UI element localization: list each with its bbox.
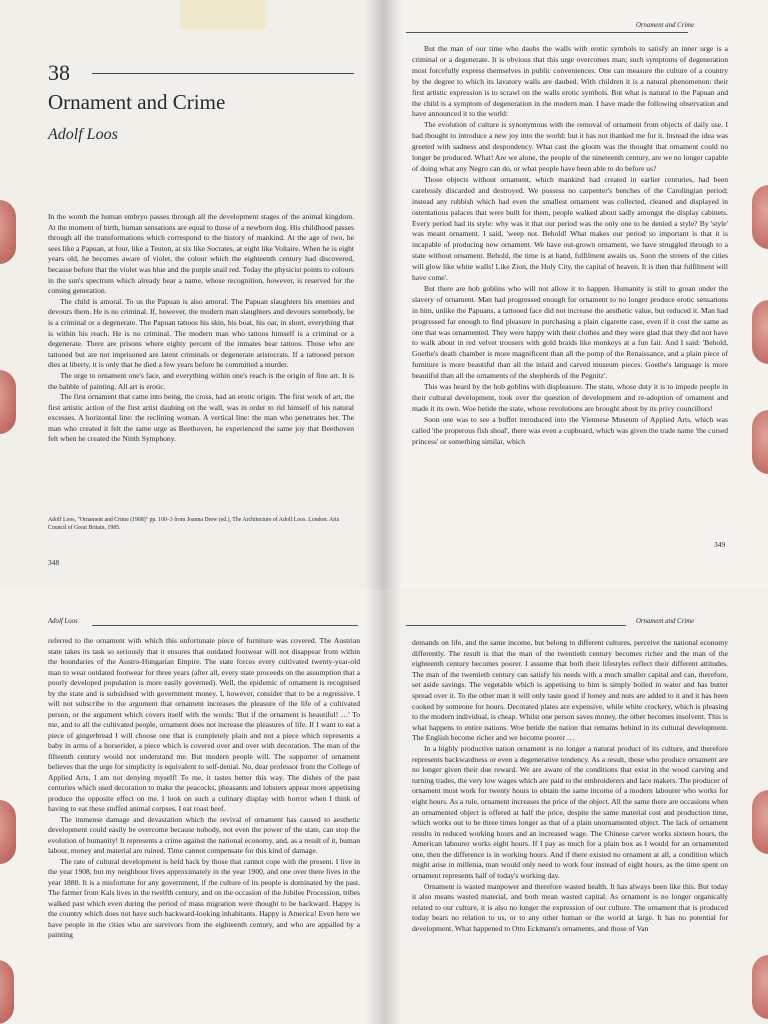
chapter-title: Ornament and Crime xyxy=(48,90,226,114)
chapter-number: 38 xyxy=(48,60,70,85)
page-bottom-left xyxy=(0,590,384,1024)
paragraph: Ornament is wasted manpower and therefore wasted health. It has always been like this. But today it also means wasted material, and both mean wasted capital. As ornament is no longer organically related to our culture, it is also no longer the expression of our culture. The ornament that is produced today bears no relation to us, or to any other human or the world at large. It has no potential for development. What happened to Otto Eckmann's ornaments, and those of Van xyxy=(412,881,728,934)
paragraph: The urge to ornament one's face, and everything within one's reach is the origin of fine art. It is the babble of painting. All art is erotic. xyxy=(48,370,354,391)
paragraph: The first ornament that came into being, the cross, had an erotic origin. The first work of art, the first artistic action of the first artist daubing on the wall, was in order to rid himself of his natural excesses. A horizontal line: the reclining woman. A vertical line: the man who penetrates her. The man who created it felt the same urge as Beethoven, he experienced the same joy that Beethoven felt when he created the Ninth Symphony. xyxy=(48,392,354,444)
body-text xyxy=(48,636,360,941)
fingertip xyxy=(752,410,768,474)
paragraph: But the man of our time who daubs the walls with erotic symbols to satisfy an inner urge is a criminal or a degenerate. It is obvious that this urge overcomes man; such symptoms of degeneration most forcefully express themselves in public conveniences. One can measure the culture of a country by the degree to which its lavatory walls are daubed. With children it is a natural phenomenon: their first artistic expression is to scrawl on the walls erotic symbols. But what is natural to the Papuan and the child is a symptom of degeneration in the modern man. I have made the following observation and have announced it to the world: xyxy=(412,44,728,119)
page-349 xyxy=(384,0,768,590)
running-head-rule xyxy=(406,32,688,33)
gutter-shadow xyxy=(384,0,402,590)
fingertip xyxy=(752,955,768,1019)
paragraph: Soon one was to see a buffet introduced into the Viennese Museum of Applied Arts, which was called 'the properous fish shoal', there was even a cupboard, which was given the trade name 'the cursed princess' or something similar, which xyxy=(412,414,728,446)
fingertip xyxy=(0,370,16,434)
fingertip xyxy=(752,185,768,249)
page-bottom-right xyxy=(384,590,768,1024)
body-text xyxy=(48,212,354,445)
fingertip xyxy=(0,800,16,864)
paragraph: This was heard by the hob goblins with displeasure. The state, whose duty it is to impede people in their cultural development, took over the question of development and re-adoption of ornament and made it its own. Woe betide the state, whose revolutions are brought about by its privy councillors! xyxy=(412,382,728,413)
paragraph: In the womb the human embryo passes through all the development stages of the animal kingdom. At the moment of birth, human sensations are equal to those of a newborn dog. His childhood passes through all the transformations which correspond to the history of mankind. At the age of two, he sees like a Papuan, at four, like a Teuton, at six like Socrates, at eight like Voltaire. When he is eight years old, he becomes aware of violet, the colour which the eighteenth century had discovered, because before that the violet was blue and the purple snail red. Today the physicist points to colours in the sun's spectrum which already bear a name, whose recognition, however, is reserved for the coming generation. xyxy=(48,212,355,296)
paragraph: The child is amoral. To us the Papuan is also amoral. The Papuan slaughters his enemies and devours them. He is no criminal. If, however, the modern man slaughters and devours somebody, he is a criminal or a degenerate. The Papuan tattoos his skin, his boat, his oar, in short, everything that is within his reach. He is no criminal. The modern man who tattoos himself is a criminal or a degenerate. There are prisons where eighty percent of the inmates bear tattoos. Those who are tattooed but are not imprisoned are latent criminals or degenerate aristocrats. If a tattooed person dies at liberty, it is only that he died a few years before he committed a murder. xyxy=(48,296,354,370)
running-head-rule xyxy=(406,625,626,626)
running-head: Adolf Loos xyxy=(48,618,78,625)
fingertip xyxy=(752,300,768,364)
source-note: Adolf Loos, "Ornament and Crime (1908)" pp. 100–3 from Joanna Drew (ed.), The Architecture of Adolf Loos. London: Arts Council of Great Britain, 1985. xyxy=(48,517,340,531)
page-number: 348 xyxy=(48,558,60,567)
chapter-author: Adolf Loos xyxy=(48,126,118,143)
paragraph: In a highly productive nation ornament is no longer a natural product of its culture, and therefore represents backwardness or even a degenerative tendency. As a result, those who produce ornament are no longer given their due reward. We are aware of the conditions that exist in the wood carving and turning trades, the very low wages which are paid to the embroiderers and lace makers. The producer of ornament must work for twenty hours to obtain the same income of a modern labourer who works for eight hours. As a rule, ornament increases the price of the object. All the same there are occasions when an ornamented object is offered at half the price, despite the same material cost and production time, which works out to be three times longer as that of a plain unornamented object. The lack of ornament results in reduced working hours and an increased wage. The Chinese carver works sixteen hours, the American labourer works eight hours. If I pay as much for a plain box as I would for an ornamented one, then the difference is in working hours. And if there existed no ornament at all, a condition which might arise in millenia, man would only need to work four instead of eight hours, as the time spent on ornament represents half of today's working day. xyxy=(412,743,728,881)
adhesive-tape xyxy=(180,0,266,30)
gutter-shadow xyxy=(366,0,384,590)
paragraph: demands on life, and the same income, but belong to different cultures, perceive the national economy differently. The result is that the man of the twentieth century becomes richer and the man of the eighteenth century becomes poorer. I assume that both their lifestyles reflect their different attitudes. The man of the twentieth century can satisfy his needs with a much smaller capital and can, therefore, set aside savings. The vegetable which is appetising to him is simply boiled in water and has butter spread over it. To the other man it will only taste good if honey and nuts are added to it and it has been cooked by someone for hours. Decorated plates are expensive, while white crockery, which is pleasing to the modern individual, is cheap. Whilst one person saves money, the other becomes insolvent. This is what happens to entire nations. Woe betide the nation that remains behind in its cultural development. The English become richer and we become poorer … xyxy=(412,638,728,743)
running-head-rule xyxy=(92,625,358,626)
page-348 xyxy=(0,0,384,590)
fingertip xyxy=(0,200,16,264)
body-text xyxy=(412,638,728,935)
paragraph: The rate of cultural development is held back by those that cannot cope with the present. I live in the year 1908, but my neighbour lives approximately in the year 1900, and one over there lives in the year 1880. It is a misfortune for any government, if the culture of its people is dominated by the past. The farmer from Kals lives in the twelfth century, and on the occasion of the Jubilee Procession, tribes walked past which even during the period of mass migration were thought to be backward. Happy is the country which does not have such backward-looking inhabitants. Happy is America! Even here we have people in the cities who are survivors from the eighteenth century, and who are appalled by a painting xyxy=(48,856,360,939)
paragraph: But there are hob goblins who will not allow it to happen. Humanity is still to groan under the slavery of ornament. Man had progressed enough for ornament to no longer produce erotic sensations in him, unlike the Papuans, a tattooed face did not increase the aesthetic value, but reduced it. Man had progressed far enough to find pleasure in purchasing a plain cigarette case, even if it cost the same as one that was ornamented. They were happy with their clothes and they were glad that they did not have to walk about in red velvet trousers with gold braids like monkeys at a fun fair. And I said: 'Behold, Goethe's death chamber is more magnificent than all the pomp of the Renaissance, and a plain piece of furniture is more beautiful than all the inlaid and carved museum pieces. Goethe's language is more beautiful than all the ornaments of the shepherds of the Pegnitz'. xyxy=(412,283,728,381)
paragraph: referred to the ornament with which this unfortunate piece of furniture was covered. The Austrian state takes its task so seriously that it ensures that outdated footwear will not disappear from within the boundaries of the Austro-Hungarian Empire. The state forces every cultivated twenty-year-old man to wear outdated footwear for three years (after all, every state proceeds on the assumption that a poorly developed population is more easily governed). Well, the epidemic of ornament is recognised by the state and is subsidised with government money. I, however, consider that to be a regressive. I will not subscribe to the argument that ornament increases the pleasure of the life of a cultivated person, or the argument which covers itself with the words: 'But if the ornament is beautiful! …' To me, and to all the cultivated people, ornament does not increase the pleasures of life. If I want to eat a piece of gingerbread I will choose one that is completely plain and not a piece which represents a baby in arms of a horserider, a piece which is covered over and over with decoration. The man of the fifteenth century would not understand me. But modern people will. The supporter of ornament believes that the urge for simplicity is equivalent to self-denial. No, dear professor from the College of Applied Arts, I am not denying myself! To me, it tastes better this way. The dishes of the past centuries which used decoration to make the peacocks, pheasants and lobsters appear more appetising produce the opposite effect on me. I look on such a culinary display with horror when I think of having to eat these stuffed animal corpses. I eat roast beef. xyxy=(48,636,360,813)
running-head: Ornament and Crime xyxy=(636,618,695,625)
body-text xyxy=(412,44,728,448)
running-head: Ornament and Crime xyxy=(636,22,695,29)
gutter-shadow xyxy=(366,590,384,1024)
chapter-rule xyxy=(92,73,354,74)
fingertip xyxy=(0,960,14,1024)
paragraph: The evolution of culture is synonymous with the removal of ornament from objects of daily use. I had thought to introduce a new joy into the world: but it has not thanked me for it. Instead the idea was greeted with sadness and despondency. What cast the gloom was the thought that ornament could no longer be produced. What! Are we alone, the people of the nineteenth century, are we no longer capable of doing what any Negro can do, or what people have been able to do before us? xyxy=(412,120,728,173)
paragraph: Those objects without ornament, which mankind had created in earlier centuries, had been carelessly discarded and destroyed. We possess no carpenter's benches of the Carolingian period; instead any rubbish which had even the smallest ornament was collected, cleaned and displayed in ostentatious palaces that were built for them, people walked about sadly amongst the display cabinets. Every period had its style: why was it that our period was the only one to be denied a style? By 'style' was meant ornament. I said, 'weep not. Behold! What makes our period so important is that it is incapable of producing new ornament. We have out-grown ornament, we have struggled through to a state without ornament. Behold, the time is at hand, fulfilment awaits us. Soon the streets of the cities will glow like white walls! Like Zion, the Holy City, the capital of heaven. It is then that fulfilment will have come'. xyxy=(412,174,728,283)
fingertip xyxy=(752,790,768,854)
gutter-shadow xyxy=(384,590,402,1024)
page-number: 349 xyxy=(714,540,726,549)
paragraph: The immense damage and devastation which the revival of ornament has caused to aesthetic development could easily be overcome because nobody, not even the power of the state, can stop the evolution of humanity! It represents a crime against the national economy, and, as a result of it, human labour, money and material are ruined. Time cannot compensate for this kind of damage. xyxy=(48,814,360,855)
